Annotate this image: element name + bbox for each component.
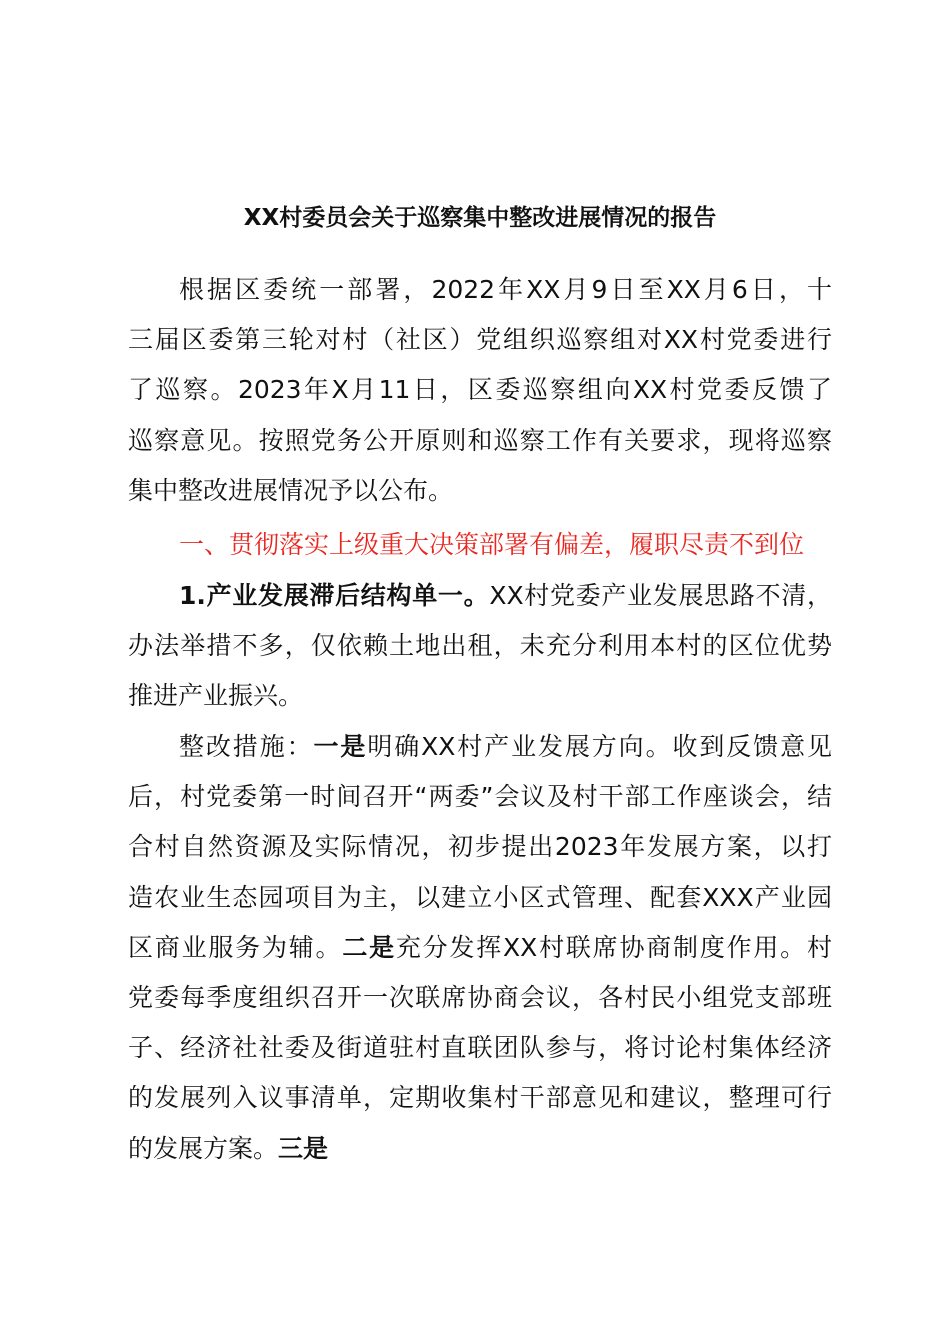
- third-marker: 三是: [278, 1133, 329, 1163]
- measures-line-1: [128, 722, 832, 772]
- measures-line-4: 造农业生态园项目为主，以建立小区式管理、配套XXX产业园: [128, 882, 832, 912]
- measures-line-2: 后，村党委第一时间召开“两委”会议及村干部工作座谈会，结: [128, 782, 832, 812]
- item-1-paragraph: [128, 571, 832, 722]
- intro-line-3: 了巡察。2023年X月11日，区委巡察组向XX村党委反馈了: [128, 375, 832, 405]
- item-1-line-2: 办法举措不多，仅依赖土地出租，未充分利用本村的区位优势: [128, 631, 832, 661]
- measures-line-7: 子、经济社社委及街道驻村直联团队参与，将讨论村集体经济: [128, 1033, 832, 1063]
- section-heading-block: [128, 520, 832, 570]
- document-title: XX村委员会关于巡察集中整改进展情况的报告: [243, 205, 717, 231]
- item-1-line-1: [128, 571, 832, 621]
- measures-line-9: [128, 1124, 832, 1174]
- measures-paragraph: [128, 722, 832, 1174]
- measures-line-1-text: 明确XX村产业发展方向。收到反馈意见: [367, 732, 832, 761]
- item-1-line-1-text: XX村党委产业发展思路不清，: [489, 581, 832, 610]
- intro-line-1: 根据区委统一部署，2022年XX月9日至XX月6日，十: [179, 275, 832, 304]
- measures-line-5-post: 充分发挥XX村联席协商制度作用。村: [395, 932, 832, 962]
- measures-line-5-pre: 区商业服务为辅。: [128, 932, 343, 962]
- measures-lead: 整改措施：: [179, 732, 314, 761]
- first-marker: 一是: [313, 732, 368, 761]
- intro-line-4: 巡察意见。按照党务公开原则和巡察工作有关要求，现将巡察: [128, 425, 832, 455]
- measures-line-8: 的发展列入议事清单，定期收集村干部意见和建议，整理可行: [128, 1083, 832, 1113]
- second-marker: 二是: [342, 932, 396, 962]
- measures-line-6: 党委每季度组织召开一次联席协商会议，各村民小组党支部班: [128, 982, 832, 1012]
- item-1-heading: 1.产业发展滞后结构单一。: [179, 581, 490, 610]
- intro-line-2: 三届区委第三轮对村（社区）党组织巡察组对XX村党委进行: [128, 325, 832, 355]
- intro-line-5: 集中整改进展情况予以公布。: [128, 475, 454, 505]
- item-1-line-3: 推进产业振兴。: [128, 681, 304, 711]
- measures-line-5: [128, 923, 832, 973]
- intro-paragraph: [128, 265, 832, 516]
- measures-line-9-pre: 的发展方案。: [128, 1133, 279, 1163]
- section-heading: 一、贯彻落实上级重大决策部署有偏差，履职尽责不到位: [179, 530, 805, 559]
- measures-line-3: 合村自然资源及实际情况，初步提出2023年发展方案，以打: [128, 832, 832, 862]
